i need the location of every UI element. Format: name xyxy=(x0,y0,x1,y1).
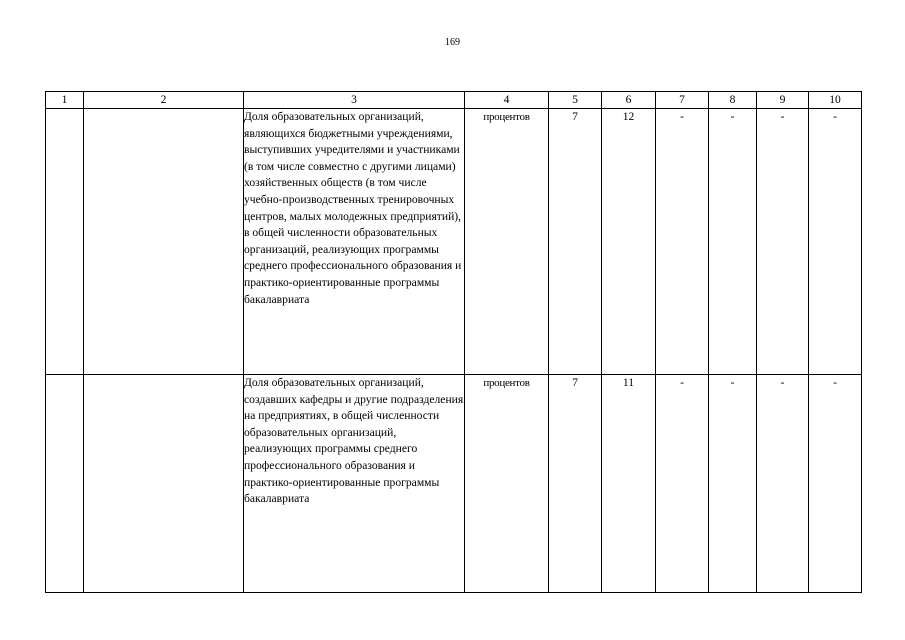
header-cell: 1 xyxy=(46,92,84,109)
value-cell: - xyxy=(709,109,757,375)
value-cell: - xyxy=(656,375,709,593)
value-cell: - xyxy=(709,375,757,593)
header-cell: 8 xyxy=(709,92,757,109)
unit-cell: процентов xyxy=(465,109,549,375)
indicator-text: Доля образовательных организаций, создавших кафедры и другие подразделения на предприятиях, в общей численности образовательных организаций, реализующих программы среднего профессионального образования и практико-ориентированные программы бакалавриата xyxy=(244,376,464,506)
table-cell xyxy=(84,109,244,375)
indicator-cell xyxy=(244,375,465,593)
value-cell: 7 xyxy=(549,375,602,593)
header-cell: 6 xyxy=(602,92,656,109)
indicator-text: Доля образовательных организаций, являющихся бюджетными учреждениями, выступивших учредителями и участниками (в том числе совместно с другими лицами) хозяйственных обществ (в том числе учебно-производственных тренировочных центров, малых молодежных предприятий), в общей численности образовательных организаций, реализующих программы среднего профессионального образования и практико-ориентированные программы бакалавриата xyxy=(244,110,462,306)
indicators-table xyxy=(45,91,862,593)
table-row xyxy=(46,109,862,375)
header-cell: 7 xyxy=(656,92,709,109)
header-cell: 9 xyxy=(757,92,809,109)
header-cell: 3 xyxy=(244,92,465,109)
value-cell: 11 xyxy=(602,375,656,593)
unit-cell: процентов xyxy=(465,375,549,593)
value-cell: - xyxy=(656,109,709,375)
indicator-cell xyxy=(244,109,465,375)
table-cell xyxy=(46,109,84,375)
value-cell: - xyxy=(757,109,809,375)
header-cell: 5 xyxy=(549,92,602,109)
value-cell: - xyxy=(757,375,809,593)
value-cell: 7 xyxy=(549,109,602,375)
value-cell: - xyxy=(809,375,862,593)
header-cell: 2 xyxy=(84,92,244,109)
header-row xyxy=(46,92,862,109)
value-cell: 12 xyxy=(602,109,656,375)
table-row xyxy=(46,375,862,593)
header-cell: 4 xyxy=(465,92,549,109)
table-cell xyxy=(46,375,84,593)
table-cell xyxy=(84,375,244,593)
value-cell: - xyxy=(809,109,862,375)
header-cell: 10 xyxy=(809,92,862,109)
page-number: 169 xyxy=(445,37,460,48)
